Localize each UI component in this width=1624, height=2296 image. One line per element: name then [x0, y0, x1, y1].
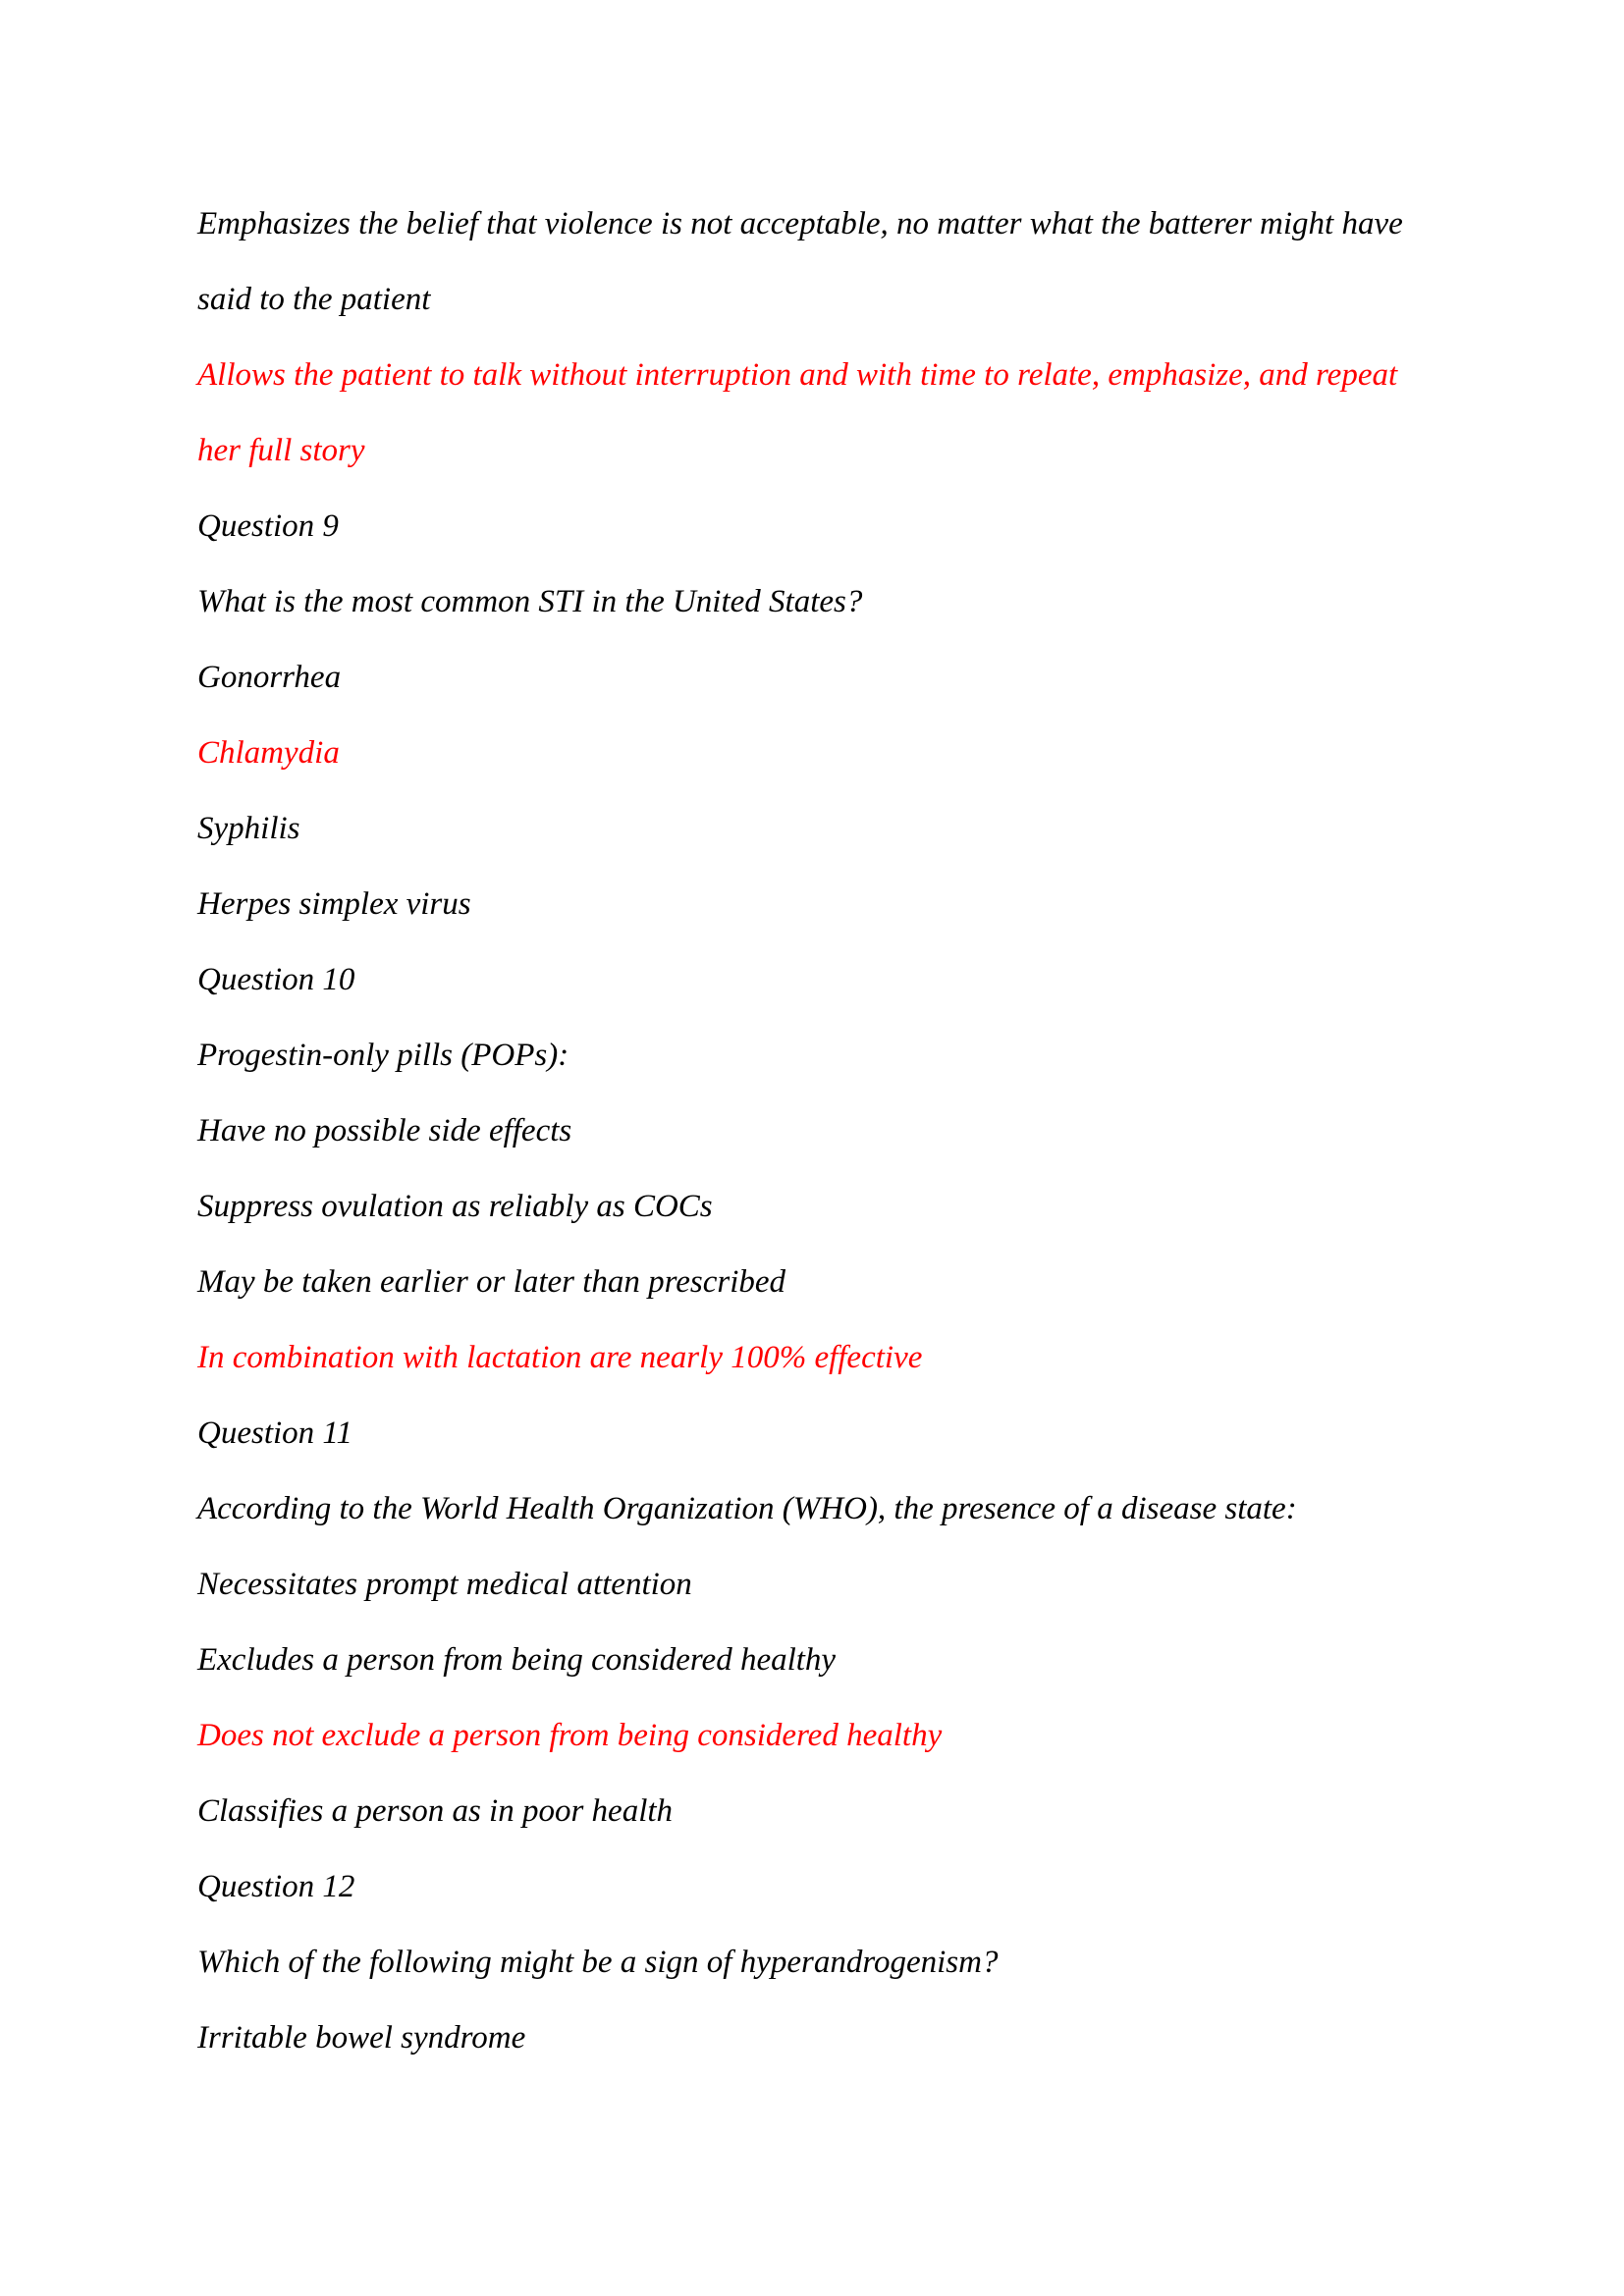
answer-option-continued: Emphasizes the belief that violence is not acceptable, no matter what the batterer might have	[197, 206, 1403, 241]
question-heading: Question 10	[197, 962, 355, 997]
question-heading: Question 11	[197, 1415, 352, 1451]
answer-option: Have no possible side effects	[197, 1113, 572, 1148]
document-body	[197, 187, 1474, 2076]
answer-option: Suppress ovulation as reliably as COCs	[197, 1189, 713, 1224]
answer-option: Herpes simplex virus	[197, 886, 471, 922]
question-heading: Question 12	[197, 1869, 355, 1904]
answer-option-continued: said to the patient	[197, 282, 431, 317]
question-text: What is the most common STI in the United States?	[197, 584, 863, 619]
answer-option: Excludes a person from being considered healthy	[197, 1642, 837, 1678]
correct-answer: In combination with lactation are nearly 100% effective	[197, 1340, 923, 1375]
question-heading: Question 9	[197, 508, 339, 544]
correct-answer: Does not exclude a person from being considered healthy	[197, 1718, 943, 1753]
question-text: Which of the following might be a sign of hyperandrogenism?	[197, 1945, 999, 1980]
correct-answer: Chlamydia	[197, 735, 340, 771]
answer-option: Gonorrhea	[197, 660, 342, 695]
answer-option: Irritable bowel syndrome	[197, 2020, 526, 2056]
correct-answer-continued: her full story	[197, 433, 365, 468]
answer-option: Classifies a person as in poor health	[197, 1793, 674, 1829]
correct-answer: Allows the patient to talk without interruption and with time to relate, emphasize, and repeat	[197, 357, 1398, 393]
answer-option: May be taken earlier or later than prescribed	[197, 1264, 786, 1300]
question-text: Progestin-only pills (POPs):	[197, 1038, 569, 1073]
answer-option: Necessitates prompt medical attention	[197, 1567, 692, 1602]
question-text: According to the World Health Organization (WHO), the presence of a disease state:	[197, 1491, 1297, 1526]
answer-option: Syphilis	[197, 811, 300, 846]
